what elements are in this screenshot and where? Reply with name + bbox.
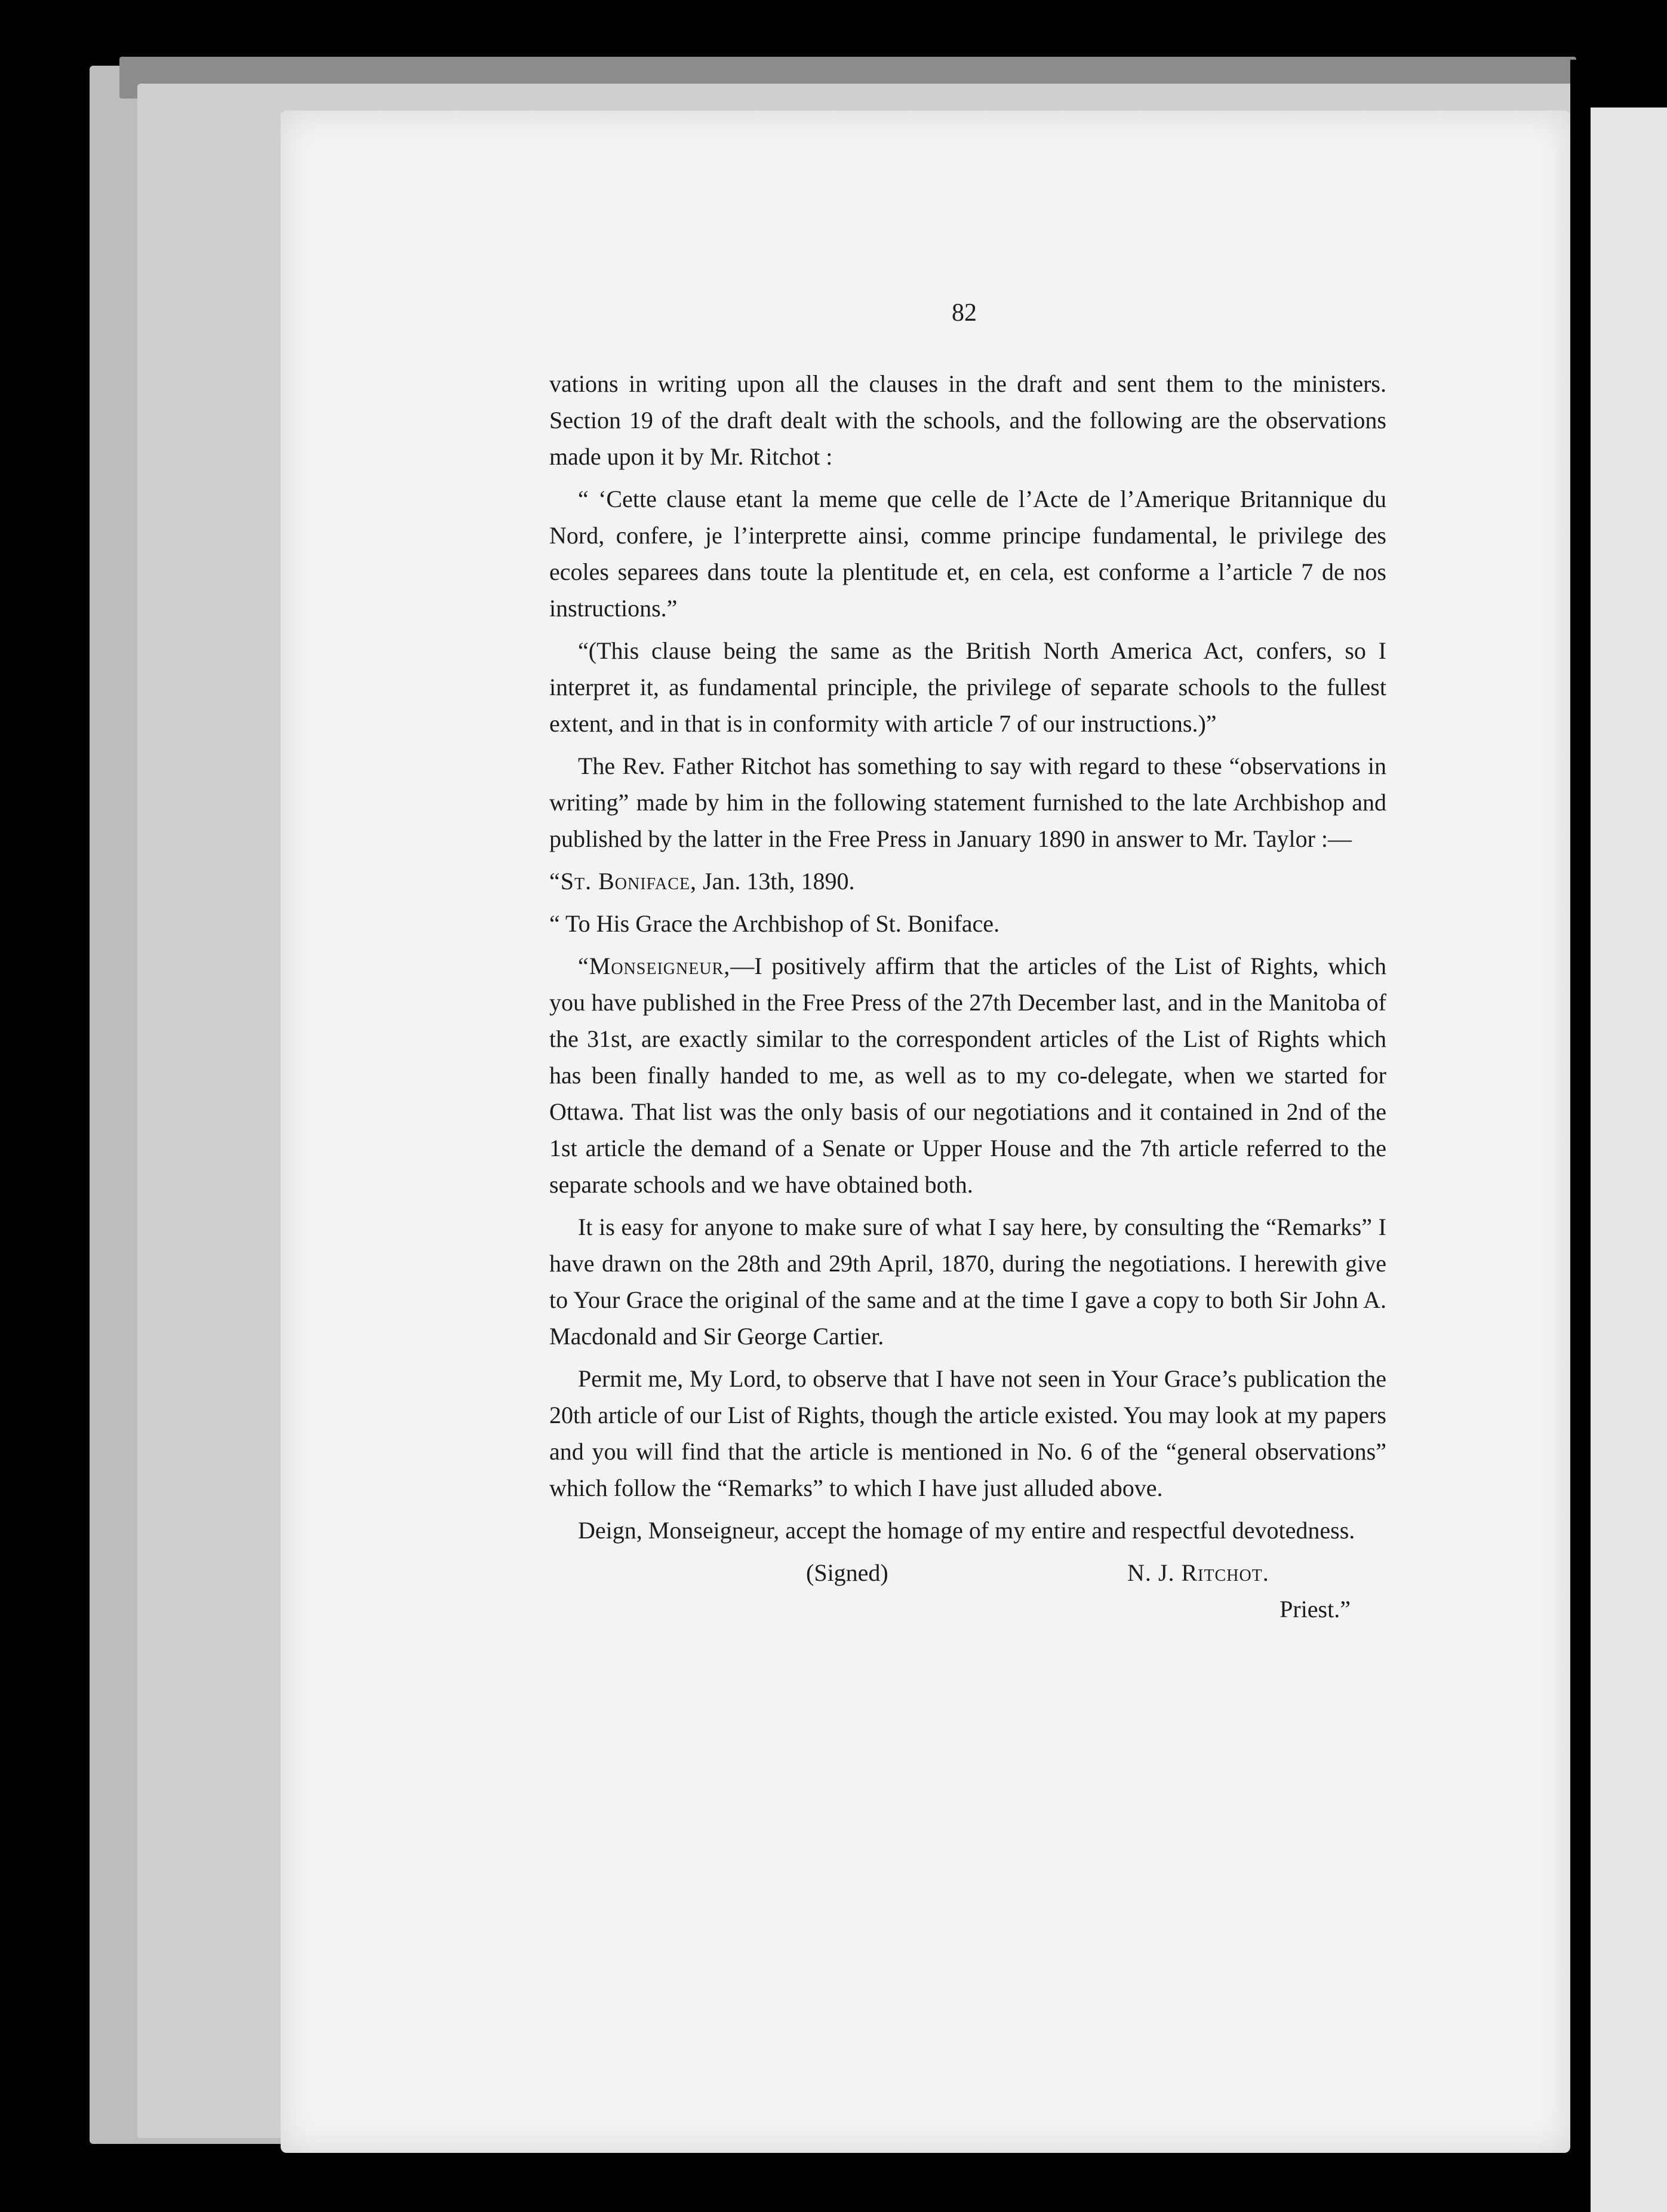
letter-paragraph-4: Deign, Monseigneur, accept the homage of my entire and respectful devotedness. — [578, 1517, 1355, 1544]
page-body — [549, 365, 1386, 1627]
adjacent-page-edge — [1591, 107, 1667, 2212]
paragraph-1: vations in writing upon all the clauses in the draft and sent them to the ministers. Section 19 of the draft dealt with the schools, and the following are the observations made upon it by Mr. Ritchot : — [549, 370, 1386, 470]
letter-paragraph-1 — [549, 948, 1386, 1203]
letter-salutation: “ To His Grace the Archbishop of St. Boniface. — [549, 910, 1000, 937]
letter-first-para: —I positively affirm that the articles of the List of Rights, which you have published in the Free Press of the 27th December last, and in the Manitoba of the 31st, are exactly similar to the correspondent articles of the List of Rights which has been finally handed to me, as well as to my co-delegate, when we started for Ottawa. That list was the only basis of our negotiations and it contained in 2nd of the 1st article the demand of a Senate or Upper House and the 7th article referred to the separate schools and we have obtained both. — [549, 953, 1386, 1198]
signer-title: Priest.” — [1280, 1596, 1351, 1623]
paragraph-introduction: The Rev. Father Ritchot has something to say with regard to these “observations in writing” made by him in the following statement furnished to the late Archbishop and published by the latter in the Free Press in January 1890 in answer to Mr. Taylor :— — [549, 752, 1386, 852]
signed-label: (Signed) — [806, 1559, 888, 1586]
letter-opening: “Monseigneur, — [578, 953, 731, 979]
signature-row — [549, 1554, 1386, 1591]
paragraph-french-quote: “ ‘Cette clause etant la meme que celle de l’Acte de l’Amerique Britannique du Nord, confere, je l’interprette ainsi, comme principe fundamental, le privilege des ecoles separees dans toute la plentitude et, en cela, est conforme a l’article 7 de nos instructions.” — [549, 486, 1386, 622]
dateline-place: “St. Boniface, — [549, 868, 697, 895]
binding-gutter — [1570, 60, 1591, 2186]
letter-paragraph-3: Permit me, My Lord, to observe that I have not seen in Your Grace’s publication the 20th article of our List of Rights, though the article existed. You may look at my papers and you will find that the article is mentioned in No. 6 of the “general observations” which follow the “Remarks” to which I have just alluded above. — [549, 1365, 1386, 1501]
paragraph-translation: “(This clause being the same as the British North America Act, confers, so I interpret it, as fundamental principle, the privilege of separate schools to the fullest extent, and in that is in conformity with article 7 of our instructions.)” — [549, 637, 1386, 737]
letter-dateline — [549, 863, 1386, 899]
letter-paragraph-2: It is easy for anyone to make sure of what I say here, by consulting the “Remarks” I have drawn on the 28th and 29th April, 1870, during the negotiations. I herewith give to Your Grace the original of the same and at the time I gave a copy to both Sir John A. Macdonald and Sir George Cartier. — [549, 1213, 1386, 1350]
dateline-date: Jan. 13th, 1890. — [703, 868, 855, 895]
signer-name: N. J. Ritchot. — [1127, 1559, 1269, 1586]
page-number: 82 — [952, 299, 977, 327]
